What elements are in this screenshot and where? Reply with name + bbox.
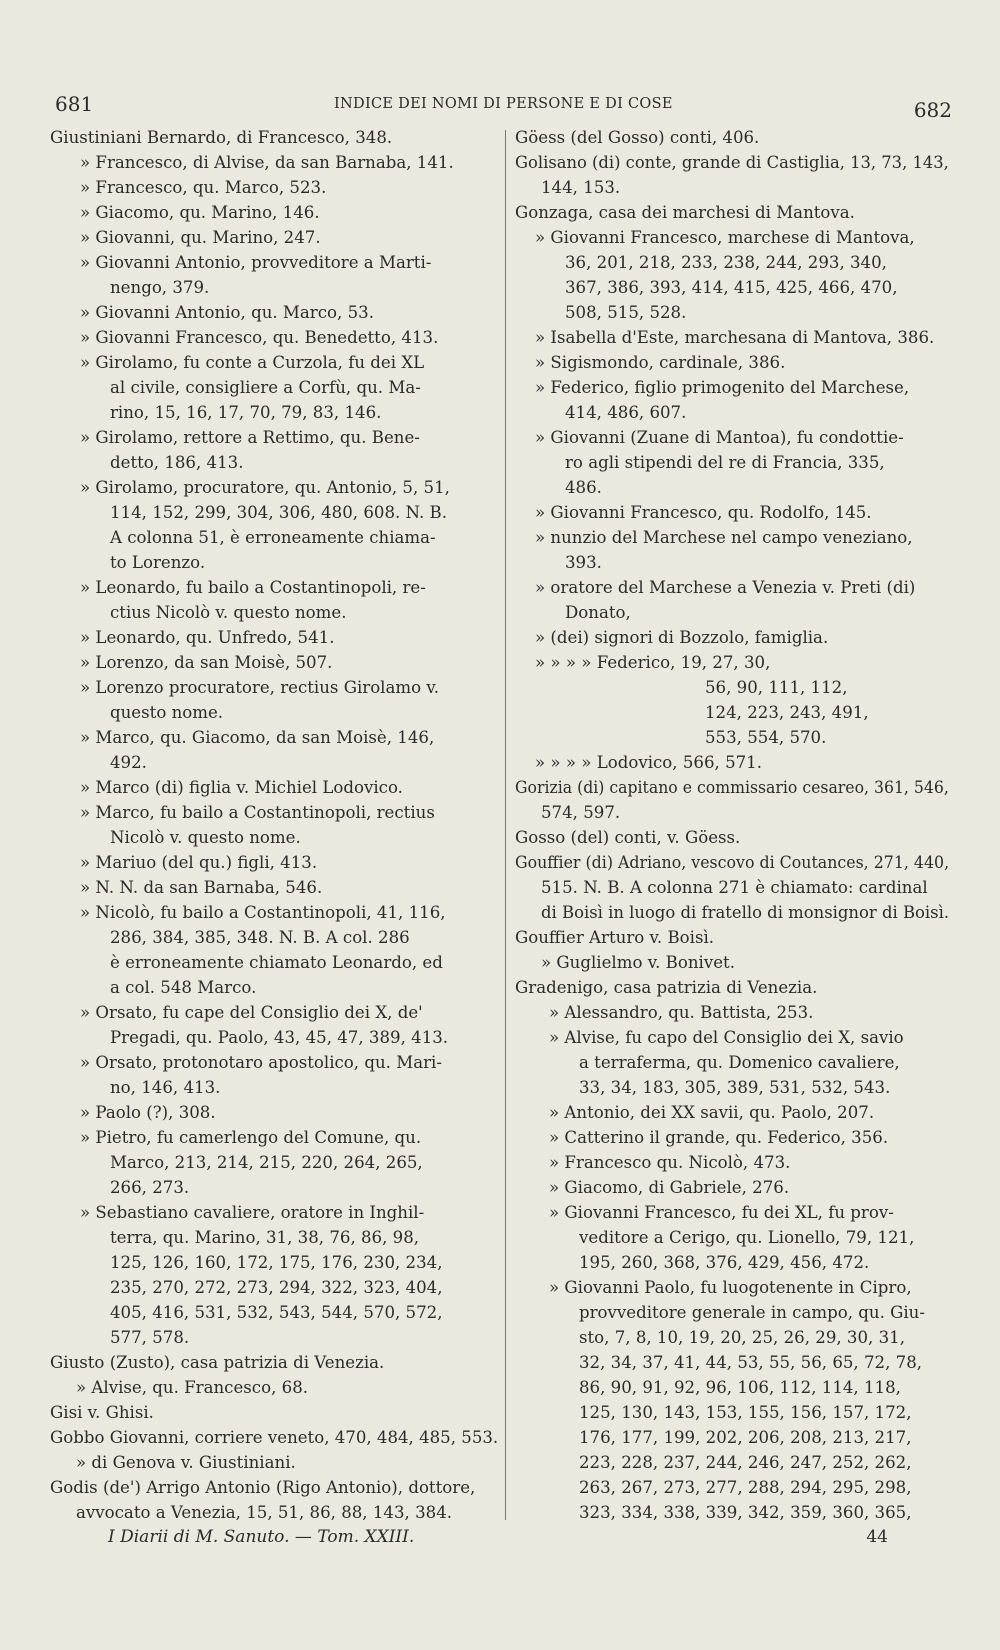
- index-line: [515, 825, 953, 850]
- index-line: [515, 1450, 953, 1475]
- index-line-text: » » » » Lodovico, 566, 571.: [535, 753, 763, 772]
- index-line-text: » Catterino il grande, qu. Federico, 356.: [549, 1128, 889, 1147]
- index-line: [515, 175, 953, 200]
- index-line: [515, 750, 953, 775]
- index-line: [515, 1100, 953, 1125]
- index-line: [50, 1375, 502, 1400]
- index-line: [50, 200, 502, 225]
- index-line-text: » Alvise, qu. Francesco, 68.: [76, 1378, 309, 1397]
- index-line-text: terra, qu. Marino, 31, 38, 76, 86, 98,: [110, 1228, 420, 1247]
- index-line-text: Gorizia (di) capitano e commissario cesareo, 361, 546,: [515, 778, 949, 797]
- footer-signature: I Diarii di M. Sanuto. — Tom. XXIII.: [108, 1527, 415, 1547]
- index-line: [50, 575, 502, 600]
- index-line-text: 195, 260, 368, 376, 429, 456, 472.: [579, 1253, 870, 1272]
- column-divider: [505, 130, 506, 1520]
- index-line: [515, 200, 953, 225]
- index-line-text: questo nome.: [110, 703, 224, 722]
- index-line-text: 405, 416, 531, 532, 543, 544, 570, 572,: [110, 1303, 443, 1322]
- index-line-text: avvocato a Venezia, 15, 51, 86, 88, 143, 384.: [76, 1503, 453, 1522]
- index-line-text: 235, 270, 272, 273, 294, 322, 323, 404,: [110, 1278, 443, 1297]
- index-line: [50, 450, 502, 475]
- index-line: [515, 525, 953, 550]
- index-line: [50, 625, 502, 650]
- index-line: [50, 300, 502, 325]
- index-line-text: no, 146, 413.: [110, 1078, 221, 1097]
- index-line: [50, 1200, 502, 1225]
- index-line-text: 492.: [110, 753, 147, 772]
- index-line-text: » Marco (di) figlia v. Michiel Lodovico.: [80, 778, 403, 797]
- index-line: [515, 625, 953, 650]
- index-line-text: » Orsato, protonotaro apostolico, qu. Mari-: [80, 1053, 442, 1072]
- index-line: [50, 550, 502, 575]
- index-line: [50, 1100, 502, 1125]
- index-line: [50, 1475, 502, 1500]
- index-line: [515, 450, 953, 475]
- index-line: [50, 425, 502, 450]
- index-line: [515, 950, 953, 975]
- index-line: [515, 1275, 953, 1300]
- index-line-text: rino, 15, 16, 17, 70, 79, 83, 146.: [110, 403, 382, 422]
- index-line: [50, 1000, 502, 1025]
- index-line-text: » Girolamo, rettore a Rettimo, qu. Bene-: [80, 428, 420, 447]
- index-line-text: » Alessandro, qu. Battista, 253.: [549, 1003, 814, 1022]
- index-line: [50, 1400, 502, 1425]
- index-line-text: 124, 223, 243, 491,: [705, 703, 869, 722]
- index-line: [515, 1425, 953, 1450]
- index-line-text: 33, 34, 183, 305, 389, 531, 532, 543.: [579, 1078, 891, 1097]
- index-line-text: di Boisì in luogo di fratello di monsignor di Boisì.: [541, 903, 950, 922]
- index-line-text: ro agli stipendi del re di Francia, 335,: [565, 453, 885, 472]
- index-line-text: 86, 90, 91, 92, 96, 106, 112, 114, 118,: [579, 1378, 901, 1397]
- index-line: [515, 500, 953, 525]
- index-line: [515, 1400, 953, 1425]
- index-line: [515, 275, 953, 300]
- index-line-text: » Lorenzo, da san Moisè, 507.: [80, 653, 333, 672]
- index-line: [515, 1500, 953, 1525]
- index-line: [515, 1000, 953, 1025]
- index-line: [50, 1425, 502, 1450]
- index-line-text: » N. N. da san Barnaba, 546.: [80, 878, 323, 897]
- index-line: [515, 1250, 953, 1275]
- index-line: [50, 375, 502, 400]
- page-number-left: 681: [55, 92, 94, 116]
- index-line: [515, 1475, 953, 1500]
- index-line: [50, 250, 502, 275]
- index-line-text: » Paolo (?), 308.: [80, 1103, 216, 1122]
- index-line: [50, 1175, 502, 1200]
- index-line: [515, 1125, 953, 1150]
- index-line-text: è erroneamente chiamato Leonardo, ed: [110, 953, 443, 972]
- index-line: [50, 500, 502, 525]
- index-line-text: 263, 267, 273, 277, 288, 294, 295, 298,: [579, 1478, 912, 1497]
- index-line-text: » Francesco, di Alvise, da san Barnaba, 141.: [80, 153, 454, 172]
- index-line-text: » Isabella d'Este, marchesana di Mantova, 386.: [535, 328, 935, 347]
- index-line-text: » Giovanni Antonio, provveditore a Marti-: [80, 253, 432, 272]
- index-line-text: » Giacomo, di Gabriele, 276.: [549, 1178, 790, 1197]
- index-line: [50, 1050, 502, 1075]
- page-number-right: 682: [913, 98, 952, 122]
- index-line-text: » Marco, fu bailo a Costantinopoli, rectius: [80, 803, 435, 822]
- index-line-text: » Francesco, qu. Marco, 523.: [80, 178, 327, 197]
- index-line: [515, 875, 953, 900]
- index-line-text: Golisano (di) conte, grande di Castiglia, 13, 73, 143,: [515, 153, 949, 172]
- index-line-text: 36, 201, 218, 233, 238, 244, 293, 340,: [565, 253, 887, 272]
- index-line-text: 114, 152, 299, 304, 306, 480, 608. N. B.: [110, 503, 448, 522]
- index-line: [50, 225, 502, 250]
- index-line: [515, 550, 953, 575]
- index-line-text: Marco, 213, 214, 215, 220, 264, 265,: [110, 1153, 423, 1172]
- index-line-text: » oratore del Marchese a Venezia v. Preti (di): [535, 578, 916, 597]
- index-line-text: 574, 597.: [541, 803, 621, 822]
- index-line-text: » Giovanni Francesco, marchese di Mantova,: [535, 228, 915, 247]
- index-line-text: » Giacomo, qu. Marino, 146.: [80, 203, 320, 222]
- index-line-text: » Orsato, fu cape del Consiglio dei X, de': [80, 1003, 423, 1022]
- index-line: [515, 1300, 953, 1325]
- index-line-text: 223, 228, 237, 244, 246, 247, 252, 262,: [579, 1453, 912, 1472]
- index-line: [515, 1225, 953, 1250]
- index-line: [515, 300, 953, 325]
- index-line: [515, 150, 953, 175]
- index-line: [515, 1325, 953, 1350]
- index-line: [50, 675, 502, 700]
- index-line-text: detto, 186, 413.: [110, 453, 244, 472]
- index-line-text: » Guglielmo v. Bonivet.: [541, 953, 736, 972]
- index-line: [515, 800, 953, 825]
- index-line-text: 515. N. B. A colonna 271 è chiamato: cardinal: [541, 878, 928, 897]
- index-line-text: 508, 515, 528.: [565, 303, 687, 322]
- index-line-text: al civile, consigliere a Corfù, qu. Ma-: [110, 378, 421, 397]
- index-line: [515, 575, 953, 600]
- index-line: [515, 775, 953, 800]
- index-line: [50, 925, 502, 950]
- index-line-text: » Pietro, fu camerlengo del Comune, qu.: [80, 1128, 422, 1147]
- index-line-text: » Francesco qu. Nicolò, 473.: [549, 1153, 791, 1172]
- index-line: [515, 125, 953, 150]
- index-line: [50, 525, 502, 550]
- index-line-text: a terraferma, qu. Domenico cavaliere,: [579, 1053, 900, 1072]
- index-line: [515, 400, 953, 425]
- index-line-text: 323, 334, 338, 339, 342, 359, 360, 365,: [579, 1503, 912, 1522]
- index-line-text: » Giovanni Antonio, qu. Marco, 53.: [80, 303, 374, 322]
- index-line: [50, 1450, 502, 1475]
- index-line-text: 286, 384, 385, 348. N. B. A col. 286: [110, 928, 410, 947]
- index-line: [515, 1200, 953, 1225]
- index-line: [515, 375, 953, 400]
- index-line-text: veditore a Cerigo, qu. Lionello, 79, 121,: [579, 1228, 915, 1247]
- index-line-text: 125, 126, 160, 172, 175, 176, 230, 234,: [110, 1253, 443, 1272]
- index-line: [50, 175, 502, 200]
- index-line: [50, 1300, 502, 1325]
- index-line-text: Giusto (Zusto), casa patrizia di Venezia.: [50, 1353, 385, 1372]
- index-line: [515, 1375, 953, 1400]
- left-index-column: [50, 125, 502, 1525]
- index-line-text: Giustiniani Bernardo, di Francesco, 348.: [50, 128, 393, 147]
- index-line: [50, 1025, 502, 1050]
- index-line: [50, 1125, 502, 1150]
- index-line: [50, 725, 502, 750]
- index-line-text: » nunzio del Marchese nel campo veneziano,: [535, 528, 913, 547]
- index-line-text: » Giovanni Francesco, qu. Rodolfo, 145.: [535, 503, 872, 522]
- index-line-text: » (dei) signori di Bozzolo, famiglia.: [535, 628, 829, 647]
- index-line: [515, 675, 953, 700]
- index-line-text: » Marco, qu. Giacomo, da san Moisè, 146,: [80, 728, 435, 747]
- index-line-text: 266, 273.: [110, 1178, 190, 1197]
- index-line: [50, 1225, 502, 1250]
- index-line-text: 56, 90, 111, 112,: [705, 678, 848, 697]
- index-line-text: provveditore generale in campo, qu. Giu-: [579, 1303, 925, 1322]
- index-line: [50, 1325, 502, 1350]
- signature-number: 44: [866, 1527, 888, 1547]
- index-line-text: nengo, 379.: [110, 278, 210, 297]
- index-line-text: ctius Nicolò v. questo nome.: [110, 603, 347, 622]
- index-line: [515, 850, 953, 875]
- index-line-text: » Mariuo (del qu.) figli, 413.: [80, 853, 318, 872]
- index-line-text: sto, 7, 8, 10, 19, 20, 25, 26, 29, 30, 31,: [579, 1328, 905, 1347]
- index-line: [515, 725, 953, 750]
- index-line-text: Gonzaga, casa dei marchesi di Mantova.: [515, 203, 855, 222]
- index-line-text: A colonna 51, è erroneamente chiama-: [110, 528, 436, 547]
- running-header: [0, 92, 1000, 122]
- index-line: [515, 425, 953, 450]
- index-line: [50, 850, 502, 875]
- index-line-text: » Giovanni, qu. Marino, 247.: [80, 228, 321, 247]
- index-line: [515, 1350, 953, 1375]
- index-line-text: » » » » Federico, 19, 27, 30,: [535, 653, 771, 672]
- index-line: [50, 775, 502, 800]
- index-line-text: 577, 578.: [110, 1328, 190, 1347]
- index-line: [50, 975, 502, 1000]
- running-title: INDICE DEI NOMI DI PERSONE E DI COSE: [334, 96, 673, 112]
- index-line-text: Gisi v. Ghisi.: [50, 1403, 154, 1422]
- index-line-text: » di Genova v. Giustiniani.: [76, 1453, 296, 1472]
- index-line: [515, 900, 953, 925]
- index-line-text: » Giovanni Paolo, fu luogotenente in Cipro,: [549, 1278, 912, 1297]
- index-line-text: Nicolò v. questo nome.: [110, 828, 301, 847]
- index-line-text: Gobbo Giovanni, corriere veneto, 470, 484, 485, 553.: [50, 1428, 499, 1447]
- index-line: [50, 650, 502, 675]
- index-line-text: » Federico, figlio primogenito del Marchese,: [535, 378, 910, 397]
- index-line: [50, 350, 502, 375]
- index-line-text: Gosso (del) conti, v. Göess.: [515, 828, 741, 847]
- index-line-text: Göess (del Gosso) conti, 406.: [515, 128, 760, 147]
- index-line-text: to Lorenzo.: [110, 553, 206, 572]
- index-line-text: a col. 548 Marco.: [110, 978, 257, 997]
- index-line-text: » Nicolò, fu bailo a Costantinopoli, 41, 116,: [80, 903, 446, 922]
- index-line-text: » Giovanni Francesco, fu dei XL, fu prov-: [549, 1203, 894, 1222]
- index-line-text: » Alvise, fu capo del Consiglio dei X, savio: [549, 1028, 904, 1047]
- index-line-text: » Girolamo, procuratore, qu. Antonio, 5, 51,: [80, 478, 450, 497]
- index-line: [515, 1025, 953, 1050]
- index-line: [515, 700, 953, 725]
- index-line: [50, 600, 502, 625]
- index-line: [50, 1500, 502, 1525]
- page-footer: [0, 1527, 1000, 1557]
- index-line: [50, 325, 502, 350]
- index-line: [50, 825, 502, 850]
- index-line-text: » Leonardo, fu bailo a Costantinopoli, re-: [80, 578, 426, 597]
- index-line-text: 125, 130, 143, 153, 155, 156, 157, 172,: [579, 1403, 912, 1422]
- index-line: [515, 1175, 953, 1200]
- index-line-text: Donato,: [565, 603, 631, 622]
- index-line: [515, 600, 953, 625]
- index-line-text: » Antonio, dei XX savii, qu. Paolo, 207.: [549, 1103, 875, 1122]
- index-line: [50, 1350, 502, 1375]
- index-line: [50, 750, 502, 775]
- index-line: [50, 800, 502, 825]
- index-line-text: 553, 554, 570.: [705, 728, 827, 747]
- index-line-text: Godis (de') Arrigo Antonio (Rigo Antonio), dottore,: [50, 1478, 476, 1497]
- index-line: [515, 350, 953, 375]
- index-line: [50, 900, 502, 925]
- index-line: [515, 650, 953, 675]
- index-line: [515, 975, 953, 1000]
- index-line: [50, 1150, 502, 1175]
- index-line: [50, 1075, 502, 1100]
- index-line: [50, 700, 502, 725]
- index-line: [515, 225, 953, 250]
- index-line: [515, 475, 953, 500]
- index-line: [50, 1250, 502, 1275]
- index-line: [515, 250, 953, 275]
- index-line: [50, 150, 502, 175]
- index-line-text: 393.: [565, 553, 602, 572]
- index-line-text: » Sigismondo, cardinale, 386.: [535, 353, 786, 372]
- index-line: [515, 925, 953, 950]
- index-line: [515, 1050, 953, 1075]
- index-line-text: Gouffier Arturo v. Boisì.: [515, 928, 715, 947]
- index-line-text: Pregadi, qu. Paolo, 43, 45, 47, 389, 413.: [110, 1028, 449, 1047]
- index-line-text: 414, 486, 607.: [565, 403, 687, 422]
- index-line-text: » Sebastiano cavaliere, oratore in Inghil-: [80, 1203, 425, 1222]
- index-line-text: » Leonardo, qu. Unfredo, 541.: [80, 628, 335, 647]
- index-line: [50, 475, 502, 500]
- index-line-text: 486.: [565, 478, 602, 497]
- index-line: [515, 1075, 953, 1100]
- index-line-text: 32, 34, 37, 41, 44, 53, 55, 56, 65, 72, 78,: [579, 1353, 923, 1372]
- index-line: [515, 325, 953, 350]
- index-line: [50, 400, 502, 425]
- index-line-text: 144, 153.: [541, 178, 621, 197]
- index-line: [50, 875, 502, 900]
- index-line: [515, 1150, 953, 1175]
- right-index-column: [515, 125, 953, 1525]
- index-line-text: » Girolamo, fu conte a Curzola, fu dei XL: [80, 353, 425, 372]
- index-line: [50, 950, 502, 975]
- index-line-text: » Giovanni Francesco, qu. Benedetto, 413.: [80, 328, 439, 347]
- index-line: [50, 125, 502, 150]
- index-line-text: 367, 386, 393, 414, 415, 425, 466, 470,: [565, 278, 898, 297]
- index-line-text: 176, 177, 199, 202, 206, 208, 213, 217,: [579, 1428, 912, 1447]
- index-line-text: Gradenigo, casa patrizia di Venezia.: [515, 978, 818, 997]
- index-line: [50, 1275, 502, 1300]
- index-line-text: » Giovanni (Zuane di Mantoa), fu condottie-: [535, 428, 904, 447]
- index-line-text: » Lorenzo procuratore, rectius Girolamo v.: [80, 678, 440, 697]
- index-line-text: Gouffier (di) Adriano, vescovo di Coutances, 271, 440,: [515, 853, 950, 872]
- index-line: [50, 275, 502, 300]
